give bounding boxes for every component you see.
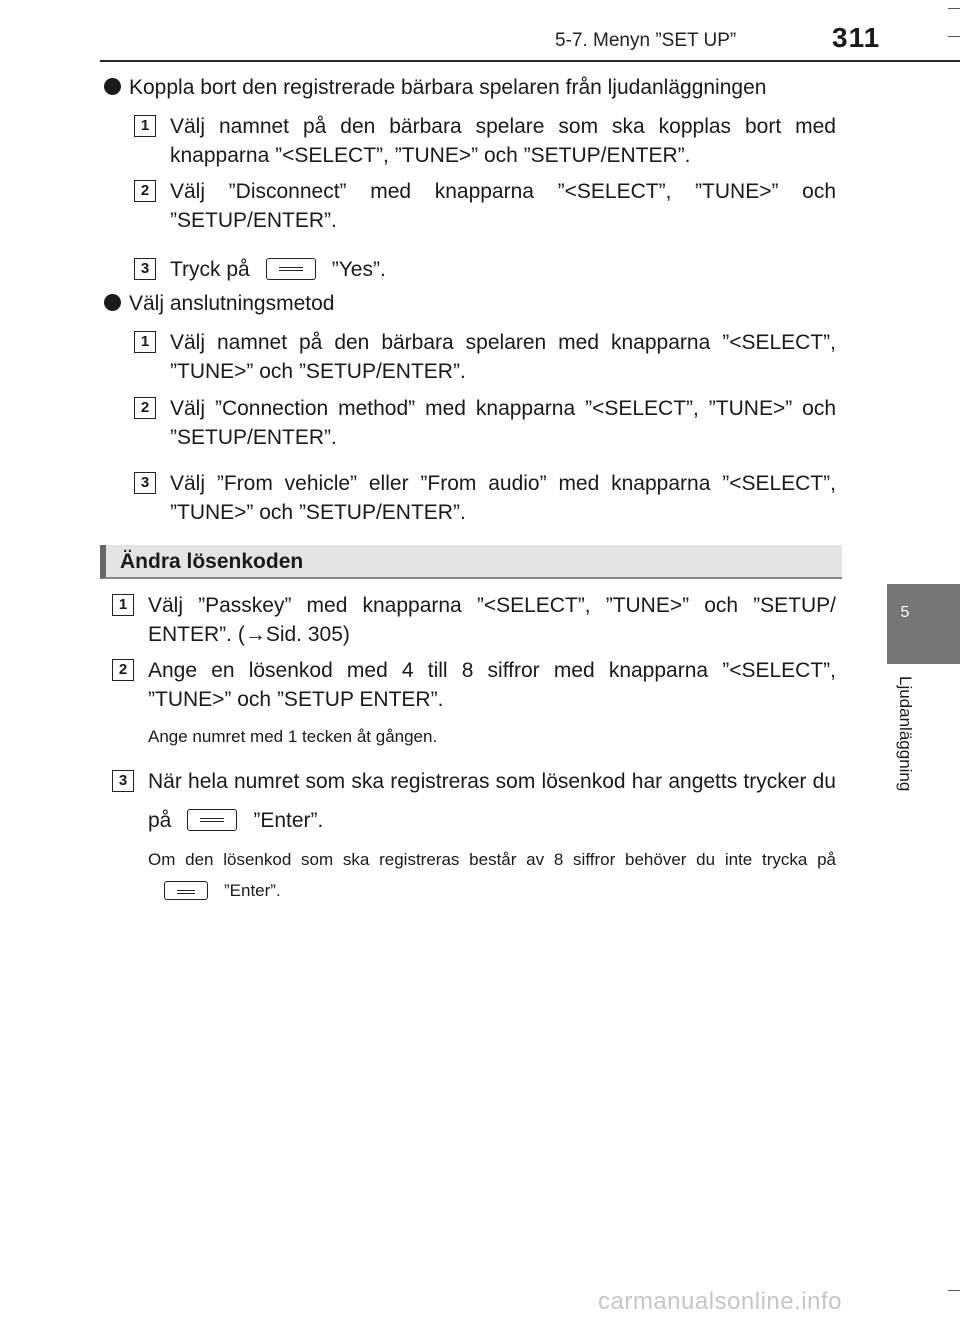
bullet-title: Koppla bort den registrerade bärbara spelaren från ljudanläggningen: [129, 76, 767, 99]
header-rule: [100, 60, 960, 62]
step-note: [148, 844, 836, 906]
step: [112, 591, 836, 649]
bullet-icon: [104, 294, 121, 311]
step-number: 2: [112, 659, 134, 681]
step-text: Ange en lösenkod med 4 till 8 siffror med knapparna ”<SELECT”, ”TUNE>” och ”SETUP ENTER”.: [148, 659, 836, 711]
step-text: Välj namnet på den bärbara spelare som ska kopplas bort med knapparna ”<SELECT”, ”TUNE>” och ”SETUP/ENTER”.: [170, 115, 836, 167]
crop-mark: [948, 8, 960, 9]
bullet-heading: [104, 289, 844, 318]
step: [134, 112, 836, 170]
chapter-number: 5: [900, 604, 910, 621]
step-number: 1: [134, 331, 156, 353]
crop-mark: [948, 1290, 960, 1291]
chapter-label: Ljudanläggning: [896, 676, 915, 792]
enter-button-icon: [187, 809, 237, 831]
step: [134, 255, 836, 284]
step: [134, 469, 836, 527]
bullet-heading: [104, 73, 844, 102]
section-header: 5-7. Menyn ”SET UP”: [555, 30, 737, 51]
step: [134, 394, 836, 452]
step-text-before: Välj ”Passkey” med knapparna ”<SELECT”, ”TUNE>” och ”SETUP/ ENTER”. (: [148, 594, 836, 646]
step-text-after: ”Yes”.: [331, 258, 386, 281]
bullet-icon: [104, 78, 121, 95]
step-text-before: Tryck på: [170, 258, 250, 281]
step-text: Välj namnet på den bärbara spelaren med knapparna ”<SELECT”, ”TUNE>” och ”SETUP/ENTER”.: [170, 331, 836, 383]
note-text-before: Om den lösenkod som ska registreras består av 8 siffror behöver du inte trycka på: [148, 850, 836, 869]
step-number: 2: [134, 397, 156, 419]
step-text: Välj ”Disconnect” med knapparna ”<SELECT”, ”TUNE>” och ”SETUP/ENTER”.: [170, 180, 836, 232]
step-number: 3: [134, 258, 156, 280]
crop-mark: [948, 36, 960, 37]
step-text: [170, 255, 836, 284]
chapter-tab: [887, 584, 960, 664]
bullet-title: Välj anslutningsmetod: [129, 292, 335, 315]
note-text-after: ”Enter”.: [224, 881, 281, 900]
page-reference-link[interactable]: Sid. 305): [265, 623, 350, 646]
step: [134, 177, 836, 235]
step-number: 1: [112, 594, 134, 616]
subsection-header: [100, 545, 842, 579]
subsection-title: Ändra lösenkoden: [120, 550, 304, 573]
step: [112, 762, 836, 906]
step-number: 2: [134, 180, 156, 202]
step: [112, 656, 836, 751]
step: [134, 328, 836, 386]
step-text: Välj ”From vehicle” eller ”From audio” med knapparna ”<SELECT”, ”TUNE>” och ”SETUP/ENTER”.: [170, 472, 836, 524]
arrow-icon: →: [244, 623, 266, 646]
watermark: carmanualsonline.info: [598, 1288, 842, 1315]
step-number: 3: [112, 770, 134, 792]
step-text: [148, 762, 836, 840]
enter-button-icon: [164, 881, 208, 900]
step-number: 3: [134, 472, 156, 494]
step-number: 1: [134, 115, 156, 137]
page-number: 311: [832, 22, 881, 53]
step-text-before: När hela numret som ska registreras som lösenkod har angetts trycker du på: [148, 770, 836, 832]
step-text: [148, 591, 836, 649]
enter-button-icon: [266, 258, 316, 280]
step-note: Ange numret med 1 tecken åt gången.: [148, 727, 438, 746]
step-text-after: ”Enter”.: [253, 809, 324, 832]
step-text: Välj ”Connection method” med knapparna ”<SELECT”, ”TUNE>” och ”SETUP/ENTER”.: [170, 397, 836, 449]
